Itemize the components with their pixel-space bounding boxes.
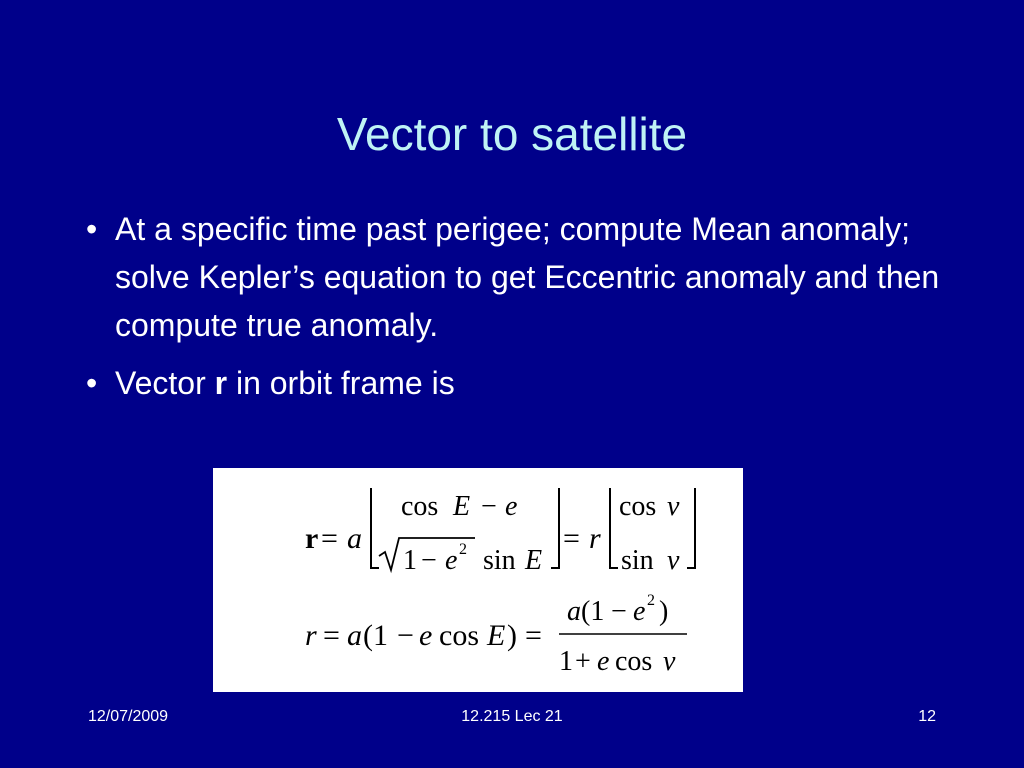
eq1-top-E: E bbox=[453, 491, 471, 522]
eq2-num-minus: − bbox=[611, 596, 627, 627]
eq1-vec-nu-top: ν bbox=[667, 491, 680, 522]
eq1-top-minus: − bbox=[481, 491, 497, 522]
eq2-den-plus: + bbox=[575, 646, 591, 677]
eq2-cos: cos bbox=[439, 619, 479, 652]
eq2-num-close: ) bbox=[659, 596, 669, 627]
bullet-item-1 bbox=[86, 205, 956, 349]
eq1-bot-sin: sin bbox=[483, 545, 516, 576]
equation-svg bbox=[213, 468, 743, 692]
eq2-den-cos: cos bbox=[615, 646, 653, 677]
eq1-equals2: = bbox=[563, 522, 580, 555]
bullet-marker: • bbox=[86, 365, 98, 401]
eq1-top-cos: cos bbox=[401, 491, 439, 522]
eq2-minus: − bbox=[397, 619, 414, 652]
bullet-marker: • bbox=[86, 211, 98, 247]
bullet-text-after: in orbit frame is bbox=[227, 365, 455, 401]
eq1-bot-exp: 2 bbox=[459, 541, 467, 558]
eq1-bot-minus: − bbox=[421, 545, 437, 576]
eq2-num-a: a bbox=[567, 596, 581, 627]
eq2-equals: = bbox=[323, 619, 340, 652]
eq1-bot-e: e bbox=[445, 545, 458, 576]
eq2-e: e bbox=[419, 619, 433, 652]
eq1-vec-nu-bot: ν bbox=[667, 545, 680, 576]
eq2-equals2: = bbox=[525, 619, 542, 652]
equation-image bbox=[213, 468, 743, 692]
bullet-bold-vector-r: r bbox=[214, 365, 228, 401]
equation-vector-r bbox=[305, 488, 695, 576]
footer-course: 12.215 Lec 21 bbox=[461, 708, 563, 725]
eq1-vec-cos: cos bbox=[619, 491, 657, 522]
eq1-left-bracket-open bbox=[371, 488, 379, 568]
equation-radius bbox=[305, 592, 687, 677]
eq1-lhs: r bbox=[305, 522, 319, 555]
eq1-coef2: r bbox=[589, 522, 601, 555]
bullet-text: At a specific time past perigee; compute Mean anomaly; solve Kepler’s equation to get Eccentric anomaly and then compute true anomaly. bbox=[115, 211, 940, 343]
eq1-right-bracket-open bbox=[610, 488, 618, 568]
eq2-den-e: e bbox=[597, 646, 610, 677]
eq2-E: E bbox=[487, 619, 506, 652]
eq2-close-paren: ) bbox=[507, 619, 517, 652]
bullet-text-before: Vector bbox=[115, 365, 215, 401]
eq1-right-bracket-close bbox=[687, 488, 695, 568]
bullet-item-2 bbox=[86, 359, 956, 407]
eq2-num-e: e bbox=[633, 596, 646, 627]
eq2-r: r bbox=[305, 619, 317, 652]
eq2-den-nu: ν bbox=[663, 646, 676, 677]
eq2-num-open: (1 bbox=[581, 596, 605, 627]
eq1-bot-E: E bbox=[525, 545, 543, 576]
eq1-bot-one: 1 bbox=[403, 545, 417, 576]
eq2-a: a bbox=[347, 619, 362, 652]
eq1-left-bracket-close bbox=[551, 488, 559, 568]
footer-date: 12/07/2009 bbox=[88, 708, 169, 725]
eq2-den-one: 1 bbox=[559, 646, 573, 677]
slide-title: Vector to satellite bbox=[336, 108, 688, 160]
eq1-vec-sin: sin bbox=[621, 545, 654, 576]
eq2-num-exp: 2 bbox=[647, 592, 655, 609]
eq1-top-e: e bbox=[505, 491, 518, 522]
footer-page-number: 12 bbox=[918, 708, 936, 725]
eq1-equals: = bbox=[321, 522, 338, 555]
eq2-open-paren: (1 bbox=[363, 619, 388, 652]
eq1-coef: a bbox=[347, 522, 362, 555]
bullet-list bbox=[86, 205, 956, 417]
